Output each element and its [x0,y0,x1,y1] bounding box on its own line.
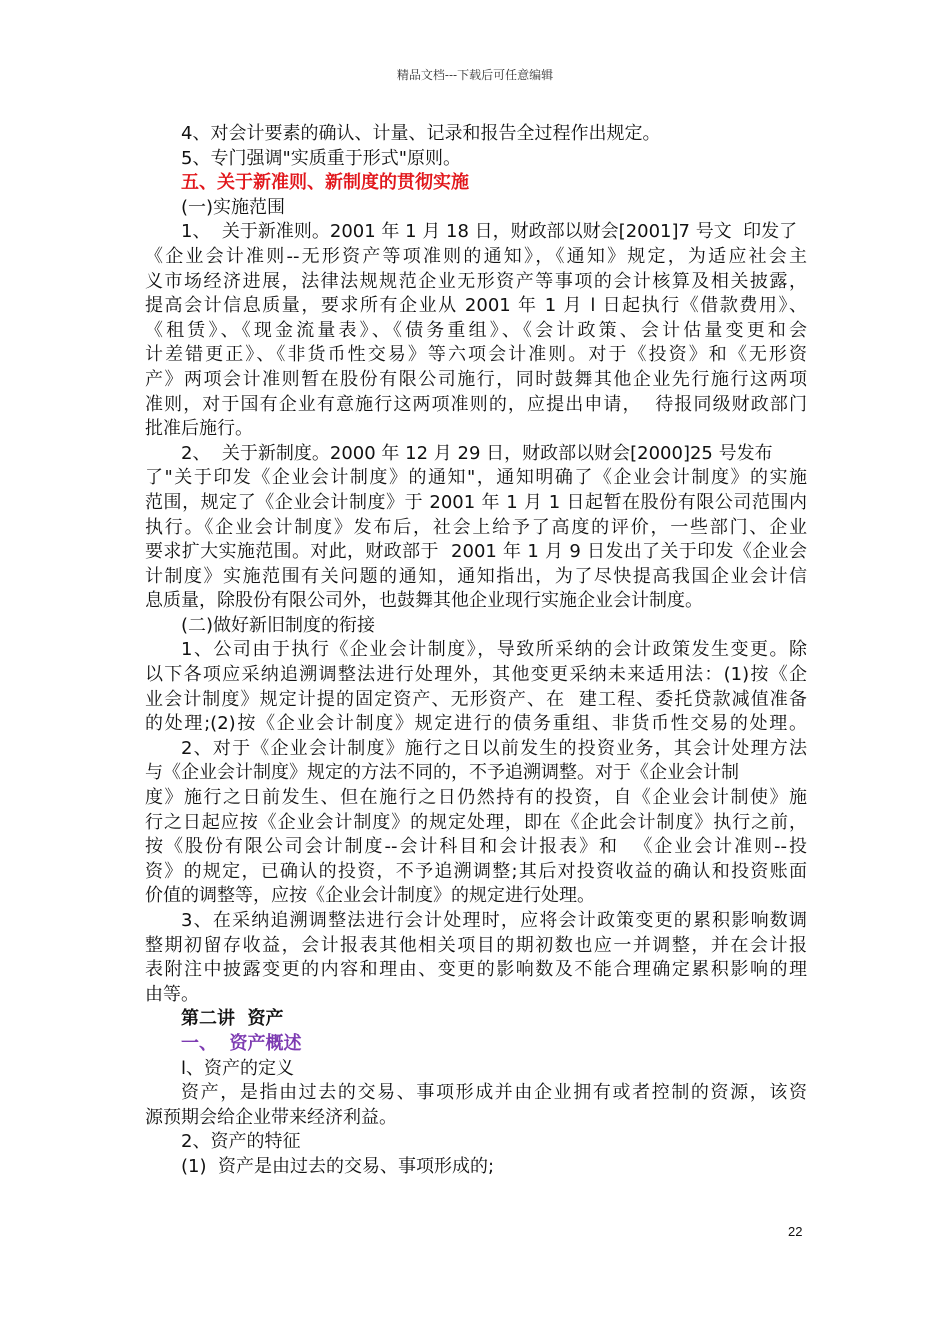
text-line: 价值的调整等，应按《企业会计制度》的规定进行处理。 [145,885,595,907]
text-line: 资产，是指由过去的交易、事项形成并由企业拥有或者控制的资源，该资 [181,1082,807,1104]
text-line: 表附注中披露变更的内容和理由、变更的影响数及不能合理确定累积影响的理 [145,959,807,981]
text-line: 五、关于新准则、新制度的贯彻实施 [181,172,469,194]
text-line: 《企业会计准则--无形资产等项准则的通知》，《通知》规定，为适应社会主 [145,245,807,267]
text-line: 资》的规定，已确认的投资，不予追溯调整;其后对投资收益的确认和投资账面 [145,860,807,882]
text-line: l、资产的定义 [181,1057,295,1079]
text-line: 按《股份有限公司会计制度--会计科目和会计报表》和 《企业会计准则--投 [145,836,807,858]
text-line: 计差错更正》、《非货币性交易》等六项会计准则。对于《投资》和《无形资 [145,344,807,366]
text-line: 《租赁》、《现金流量表》、《债务重组》、《会计政策、会计估量变更和会 [145,319,807,341]
text-line: 3、在采纳追溯调整法进行会计处理时，应将会计政策变更的累积影响数调 [181,910,807,931]
text-line: (一)实施范围 [181,196,286,218]
text-line: 了"关于印发《企业会计制度》的通知"，通知明确了《企业会计制度》的实施 [145,467,807,489]
text-line: 一、 资产概述 [181,1032,302,1054]
text-line: 2、 关于新制度。2000 年 12 月 29 日，财政部以财会[2000]25 号发布 [181,442,773,464]
page-number: 22 [788,1224,803,1239]
document-body [145,122,807,1180]
text-line: 范围，规定了《企业会计制度》于 2001 年 1 月 1 日起暂在股份有限公司范围内 [145,491,807,513]
text-line: 批准后施行。 [145,418,253,440]
text-line: 执行。《企业会计制度》发布后，社会上给予了高度的评价，一些部门、企业 [145,516,807,538]
text-line: 准则，对于国有企业有意施行这两项准则的，应提出申请， 待报同级财政部门 [145,393,807,415]
text-line: 度》施行之日前发生、但在施行之日仍然持有的投资，自《企业会计制使》施 [145,787,807,809]
page-header: 精品文档---下载后可任意编辑 [396,68,554,82]
text-line: 要求扩大实施范围。对此，财政部于 2001 年 1 月 9 日发出了关于印发《企业会 [145,541,807,563]
text-line: 义市场经济进展，法律法规规范企业无形资产等事项的会计核算及相关披露， [145,270,807,292]
text-line: 行之日起应按《企业会计制度》的规定处理，即在《企此会计制度》执行之前， [145,811,807,833]
text-line: (1) 资产是由过去的交易、事项形成的; [181,1155,495,1177]
text-line: 由等。 [145,983,199,1005]
text-line: 业会计制度》规定计提的固定资产、无形资产、在 建工程、委托贷款减值准备 [145,688,807,710]
text-line: 的处理;(2)按《企业会计制度》规定进行的债务重组、非货币性交易的处理。 [145,713,807,735]
text-line: 整期初留存收益，会计报表其他相关项目的期初数也应一并调整，并在会计报 [145,934,807,956]
text-line: (二)做好新旧制度的衔接 [181,614,376,636]
text-line: 5、专门强调"实质重于形式"原则。 [181,147,462,169]
text-line: 与《企业会计制度》规定的方法不同的，不予追溯调整。对于《企业会计制 [145,762,739,784]
text-line: 2、对于《企业会计制度》施行之日以前发生的投资业务，其会计处理方法 [181,737,807,759]
text-line: 计制度》实施范围有关问题的通知，通知指出，为了尽快提高我国企业会计信 [145,565,807,587]
text-line: 源预期会给企业带来经济利益。 [145,1106,397,1128]
text-line: 提高会计信息质量，要求所有企业从 2001 年 1 月 l 日起执行《借款费用》、 [145,295,807,317]
text-line: 4、对会计要素的确认、计量、记录和报告全过程作出规定。 [181,123,661,144]
text-line: 1、 关于新准则。2001 年 1 月 18 日，财政部以财会[2001]7 号文 印发了 [181,221,798,243]
text-line: 以下各项应采纳追溯调整法进行处理外，其他变更采纳未来适用法：(1)按《企 [145,664,807,686]
text-line: 息质量，除股份有限公司外，也鼓舞其他企业现行实施企业会计制度。 [145,590,703,612]
text-line: 1、公司由于执行《企业会计制度》，导致所采纳的会计政策发生变更。除 [181,639,807,661]
text-line: 第二讲 资产 [181,1008,284,1030]
text-line: 2、资产的特征 [181,1131,301,1153]
text-line: 产》两项会计准则暂在股份有限公司施行，同时鼓舞其他企业先行施行这两项 [145,368,807,390]
